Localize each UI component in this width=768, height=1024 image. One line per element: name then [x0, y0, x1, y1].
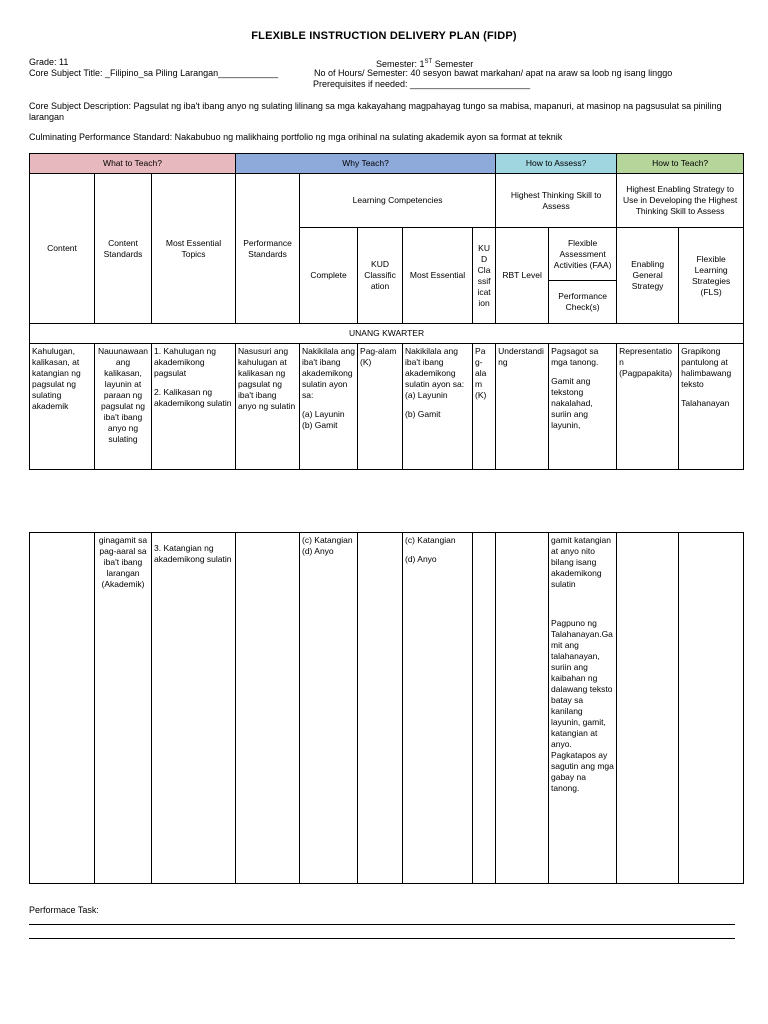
row1-topics [152, 344, 236, 470]
complete-item-c: (c) Katangian [302, 535, 353, 545]
how-to-teach-header: How to Teach? [617, 154, 744, 174]
enabling-general-strategy-header: Enabling General Strategy [617, 228, 679, 324]
row1-content-standards: Nauunawaan ang kalikasan, layunin at paraan ng pagsulat ng iba't ibang anyo ng sulating [95, 344, 152, 470]
kud-classification-narrow-header: KU D Cla ssif icat ion [473, 228, 496, 324]
kud-classification-header: KUD Classific ation [358, 228, 403, 324]
row2-content [30, 533, 95, 884]
row2-kud [358, 533, 403, 884]
fls-text-2: Talahanayan [681, 398, 730, 408]
grade-label: Grade: 11 [29, 57, 69, 67]
complete-header: Complete [300, 228, 358, 324]
content-header: Content [30, 174, 95, 324]
complete-item-b: (b) Gamit [302, 420, 338, 430]
performance-task-line-2 [29, 938, 735, 939]
row1-rbt-level: Understanding [496, 344, 549, 470]
most-essential-item-c: (c) Katangian [405, 535, 456, 545]
hours-label: No of Hours/ Semester: 40 sesyon bawat markahan/ apat na araw sa loob ng isang linggo [314, 68, 673, 78]
row2-content-standards: ginagamit sa pag-aaral sa iba't ibang larangan (Akademik) [95, 533, 152, 884]
faa-text-1: Pagsagot sa mga tanong. [551, 346, 599, 367]
row2-fls [679, 533, 744, 884]
core-subject-description: Core Subject Description: Pagsulat ng iba't ibang anyo ng sulating lilinang sa mga kakayahang magpahayag tungo sa mabisa, mapanuri, at masinop na pagsusulat sa piniling larangan [29, 101, 722, 122]
fidp-table-main [29, 153, 744, 470]
most-essential-item-d: (d) Anyo [405, 554, 437, 564]
performance-standards-header: Performance Standards [236, 174, 300, 324]
row1-kud: Pag-alam (K) [358, 344, 403, 470]
row2-most-essential [403, 533, 473, 884]
faa-text-2: Gamit ang tekstong nakalahad, suriin ang layunin, [551, 376, 593, 430]
rbt-level-header: RBT Level [496, 228, 549, 324]
fidp-table-continuation [29, 532, 744, 884]
most-essential-header: Most Essential [403, 228, 473, 324]
culminating-standard: Culminating Performance Standard: Nakabubuo ng malikhaing portfolio ng mga orihinal na sulating akademik ayon sa format at teknik [29, 132, 563, 142]
what-to-teach-header: What to Teach? [30, 154, 236, 174]
topic-3: 3. Katangian ng akademikong sulatin [154, 543, 232, 564]
row2-rbt-level [496, 533, 549, 884]
semester-label: Semester: 1ST Semester [376, 59, 474, 69]
row1-enabling-strategy: Representation (Pagpapakita) [617, 344, 679, 470]
topic-1: 1. Kahulugan ng akademikong pagsulat [154, 346, 216, 378]
content-standards-header: Content Standards [95, 174, 152, 324]
row2-kud-narrow [473, 533, 496, 884]
row2-faa [549, 533, 617, 884]
row2-topics [152, 533, 236, 884]
fls-text-1: Grapikong pantulong at halimbawang teksto [681, 346, 732, 389]
most-essential-topics-header: Most Essential Topics [152, 174, 236, 324]
row1-most-essential [403, 344, 473, 470]
faa-text-3: gamit katangian at anyo nito bilang isang akademikong sulatin [551, 535, 612, 589]
faa-header: Flexible Assessment Activities (FAA) [549, 228, 617, 281]
row1-content: Kahulugan, kalikasan, at katangian ng pagsulat ng sulating akademik [30, 344, 95, 470]
why-teach-header: Why Teach? [236, 154, 496, 174]
complete-item-a: (a) Layunin [302, 409, 345, 419]
row2-performance-standards [236, 533, 300, 884]
learning-competencies-header: Learning Competencies [300, 174, 496, 228]
faa-text-4: Pagpuno ng Talahanayan.Gamit ang talahanayan, suriin ang kaibahan ng dalawang teksto batay sa kanilang layunin, gamit, katangian at anyo. Pagkatapos ay sagutin ang mga gabay na tanong. [551, 618, 614, 793]
prerequisites-label: Prerequisites if needed: ________________________ [313, 79, 531, 89]
highest-enabling-strategy-header: Highest Enabling Strategy to Use in Developing the Highest Thinking Skill to Assess [617, 174, 744, 228]
quarter-label: UNANG KWARTER [30, 324, 744, 344]
row2-enabling-strategy [617, 533, 679, 884]
performance-task-label: Performace Task: [29, 905, 99, 915]
row2-complete [300, 533, 358, 884]
complete-text: Nakikilala ang iba't ibang akademikong sulatin ayon sa: [302, 346, 355, 400]
row1-kud-narrow: Pa g-ala m (K) [473, 344, 496, 470]
fls-header: Flexible Learning Strategies (FLS) [679, 228, 744, 324]
most-essential-text: Nakikilala ang iba't ibang akademikong sulatin ayon sa: (a) Layunin [405, 346, 465, 400]
performance-checks-header: Performance Check(s) [549, 281, 617, 324]
performance-task-line-1 [29, 924, 735, 925]
core-subject-title: Core Subject Title: _Filipino_sa Piling Larangan____________ [29, 68, 279, 78]
row1-performance-standards: Nasusuri ang kahulugan at kalikasan ng pagsulat ng iba't ibang anyo ng sulatin [236, 344, 300, 470]
how-to-assess-header: How to Assess? [496, 154, 617, 174]
row1-fls [679, 344, 744, 470]
row1-complete [300, 344, 358, 470]
row1-faa [549, 344, 617, 470]
topic-2: 2. Kalikasan ng akademikong sulatin [154, 387, 232, 408]
most-essential-item-b: (b) Gamit [405, 409, 441, 419]
page-title: FLEXIBLE INSTRUCTION DELIVERY PLAN (FIDP) [251, 30, 517, 42]
highest-thinking-skill-header: Highest Thinking Skill to Assess [496, 174, 617, 228]
complete-item-d: (d) Anyo [302, 546, 334, 556]
